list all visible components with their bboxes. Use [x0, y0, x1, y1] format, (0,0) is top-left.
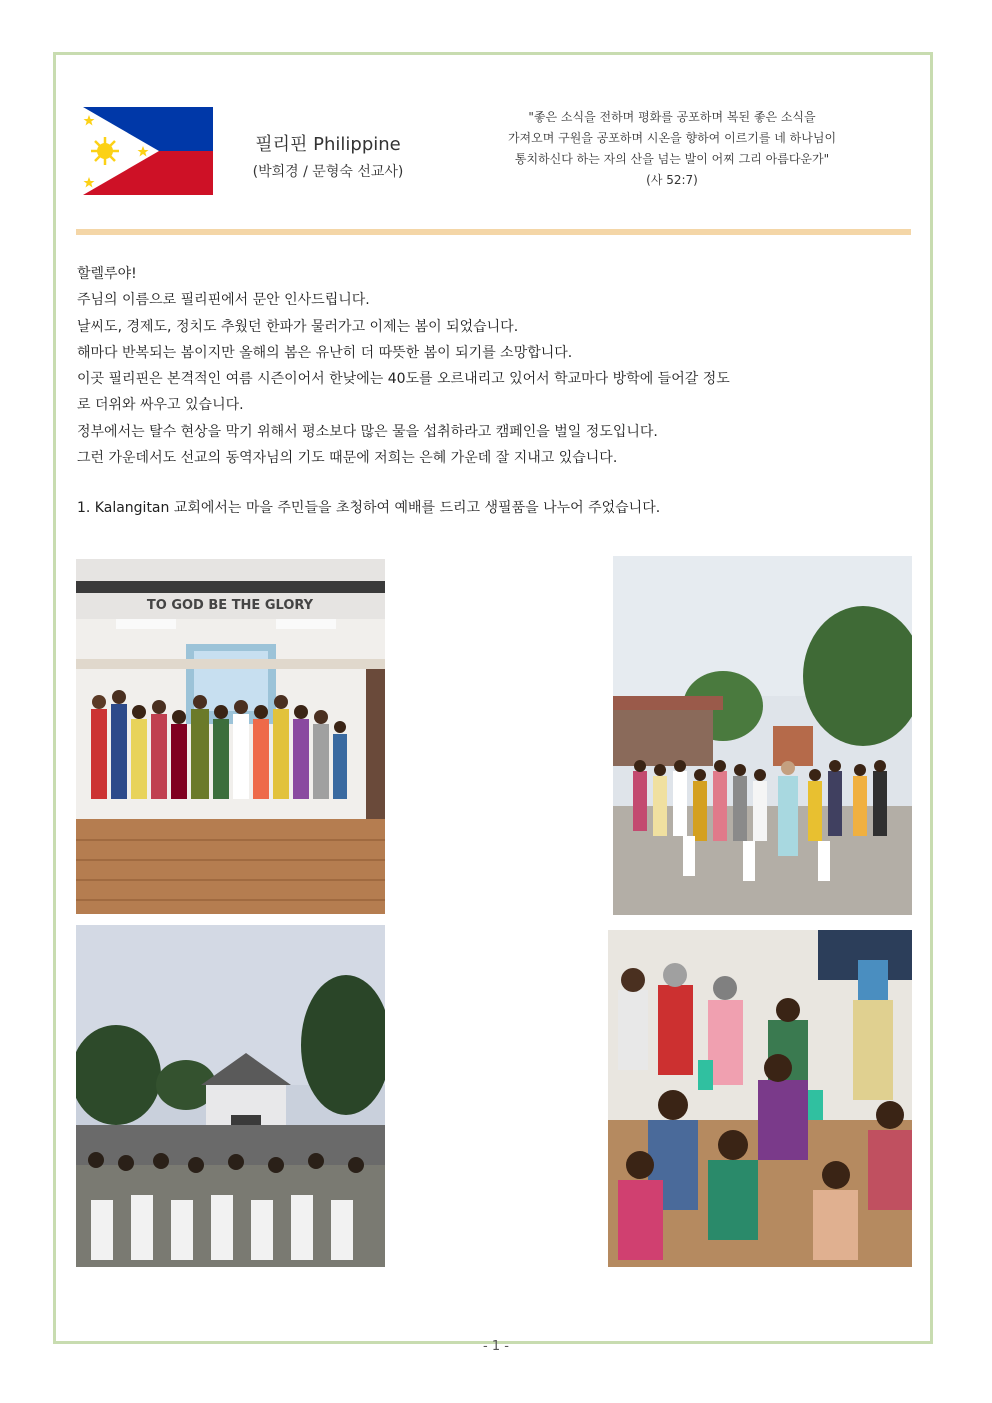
scripture-verse [443, 107, 901, 191]
paragraph: 정부에서는 탈수 현상을 막기 위해서 평소보다 많은 물을 섭취하라고 캠페인을 벌일 정도입니다. [77, 423, 658, 440]
page-number: - 1 - [483, 1339, 509, 1354]
photo-indoor-meeting [608, 930, 912, 1267]
verse-line: "좋은 소식을 전하며 평화를 공포하며 복된 좋은 소식을 [528, 110, 816, 124]
photo-church-exterior [76, 925, 385, 1267]
item-1: 1. Kalangitan 교회에서는 마을 주민들을 초청하여 예배를 드리고 생필품을 나누어 주었습니다. [77, 500, 661, 516]
country-block [228, 130, 428, 181]
paragraph: 그런 가운데서도 선교의 동역자님의 기도 때문에 저희는 은혜 가운데 잘 지내고 있습니다. [77, 450, 618, 467]
letter-body [77, 261, 917, 471]
paragraph: 해마다 반복되는 봄이지만 올해의 봄은 유난히 더 따뜻한 봄이 되기를 소망합니다. [77, 344, 573, 361]
paragraph: 로 더위와 싸우고 있습니다. [77, 397, 244, 414]
philippine-flag-icon [83, 107, 213, 195]
verse-reference: (사 52:7) [646, 173, 698, 187]
paragraph: 이곳 필리핀은 본격적인 여름 시즌이어서 한낮에는 40도를 오르내리고 있어서 학교마다 방학에 들어갈 정도 [77, 371, 730, 388]
header-divider [76, 229, 911, 235]
missionary-names: (박희경 / 문형숙 선교사) [252, 164, 404, 180]
photo-church-interior [76, 559, 385, 914]
paragraph: 주님의 이름으로 필리핀에서 문안 인사드립니다. [77, 292, 370, 309]
church-banner-text: TO GOD BE THE GLORY [146, 598, 314, 613]
paragraph: 할렐루야! [77, 266, 137, 282]
verse-line: 통치하신다 하는 자의 산을 넘는 발이 어찌 그리 아름다운가" [514, 152, 830, 166]
paragraph: 날씨도, 경제도, 정치도 추웠던 한파가 물러가고 이제는 봄이 되었습니다. [77, 318, 519, 335]
photo-outdoor-gathering [613, 556, 912, 915]
verse-line: 가져오며 구원을 공포하며 시온을 향하여 이르기를 네 하나님이 [507, 131, 837, 145]
country-title: 필리핀 Philippine [255, 134, 401, 155]
